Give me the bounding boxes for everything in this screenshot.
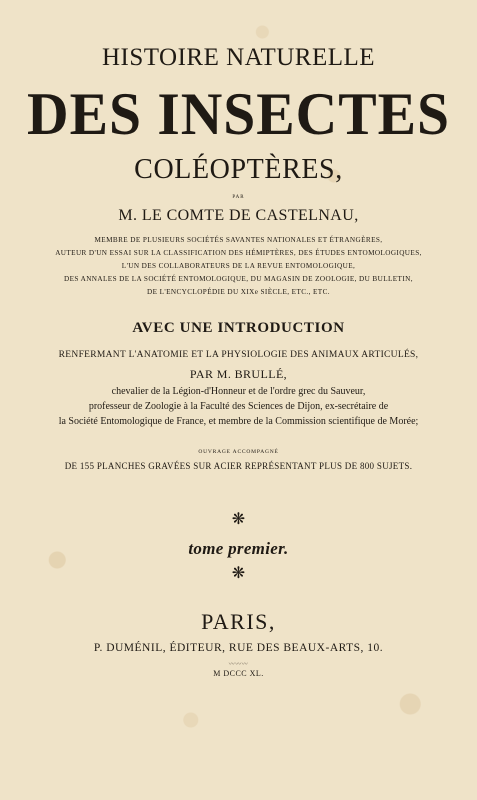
credential-line: DES ANNALES DE LA SOCIÉTÉ ENTOMOLOGIQUE, DU MAGASIN DE ZOOLOGIE, DU BULLETIN,	[64, 275, 413, 283]
publication-year: M DCCC XL.	[213, 669, 264, 678]
wavy-rule-icon: 〰〰〰	[228, 662, 249, 668]
credential-line: AUTEUR D'UN ESSAI SUR LA CLASSIFICATION DES HÉMIPTÈRES, DES ÉTUDES ENTOMOLOGIQUES,	[55, 249, 422, 257]
ouvrage-label: OUVRAGE ACCOMPAGNÉ	[198, 449, 279, 455]
credential-line: DE L'ENCYCLOPÉDIE DU XIXe SIÈCLE, ETC., ETC.	[147, 288, 330, 296]
publisher-line: P. DUMÉNIL, ÉDITEUR, RUE DES BEAUX-ARTS, 10.	[93, 642, 384, 654]
introduction-subtitle: RENFERMANT L'ANATOMIE ET LA PHYSIOLOGIE DES ANIMAUX ARTICULÉS,	[58, 350, 419, 360]
author-name: M. LE COMTE DE CASTELNAU,	[118, 207, 359, 224]
par-label: PAR	[232, 195, 245, 200]
planches-line: DE 155 PLANCHES GRAVÉES SUR ACIER REPRÉSENTANT PLUS DE 800 SUJETS.	[64, 461, 413, 471]
introduction-heading: AVEC UNE INTRODUCTION	[132, 320, 345, 336]
intro-credential-line: professeur de Zoologie à la Faculté des Sciences de Dijon, ex-secrétaire de	[88, 401, 389, 412]
intro-credential-line: la Société Entomologique de France, et membre de la Commission scientifique de Morée;	[58, 416, 419, 427]
introduction-author: PAR M. BRULLÉ,	[189, 367, 288, 381]
city: PARIS,	[201, 609, 276, 634]
title-line-histoire: HISTOIRE NATURELLE	[101, 44, 376, 71]
credential-line: L'UN DES COLLABORATEURS DE LA REVUE ENTOMOLOGIQUE,	[121, 262, 356, 270]
title-line-coleopteres: COLÉOPTÈRES,	[134, 154, 343, 185]
ornament-icon: ❋	[231, 511, 246, 528]
volume-label: tome premier.	[188, 539, 289, 558]
credential-line: MEMBRE DE PLUSIEURS SOCIÉTÉS SAVANTES NATIONALES ET ÉTRANGÈRES,	[94, 236, 383, 244]
title-line-insectes: DES INSECTES	[27, 81, 450, 147]
ornament-icon: ❋	[231, 565, 246, 582]
intro-credential-line: chevalier de la Légion-d'Honneur et de l'ordre grec du Sauveur,	[111, 386, 366, 397]
